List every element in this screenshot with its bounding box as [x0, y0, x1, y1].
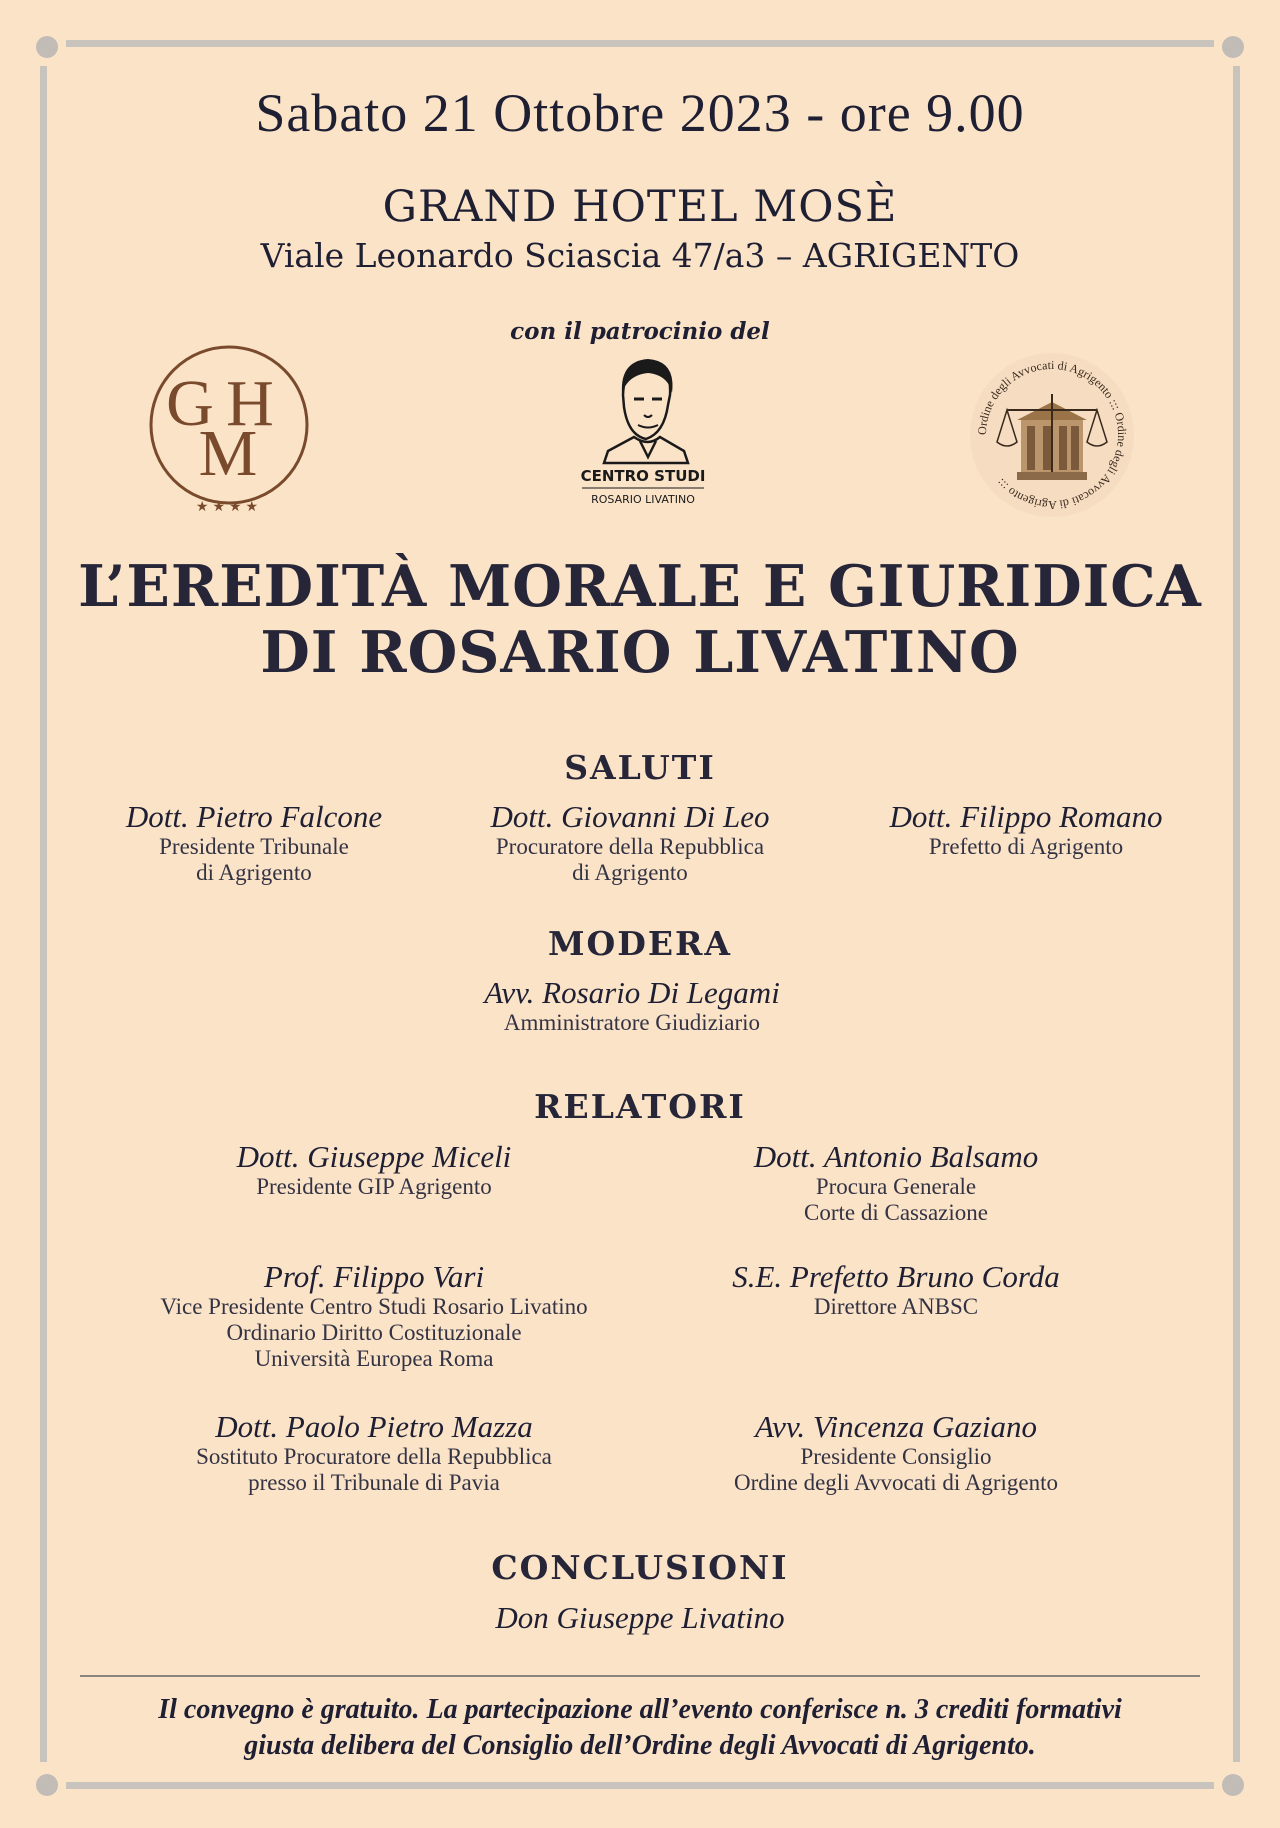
conclusioni-speaker: Don Giuseppe Livatino: [495, 1600, 785, 1635]
ghm-stars: ★★★★: [195, 499, 263, 515]
person-role: Università Europea Roma: [254, 1346, 494, 1371]
person-role: Sostituto Procuratore della Repubblica: [196, 1444, 552, 1469]
ordine-ring-text: Ordine degli Avvocati di Agrigento ::: Ordine degli Avvocati di Agrigento :::: [974, 357, 1130, 513]
event-venue: GRAND HOTEL MOSÈ: [382, 182, 898, 232]
event-date: Sabato 21 Ottobre 2023 - ore 9.00: [255, 83, 1025, 143]
person-name: Dott. Antonio Balsamo: [753, 1139, 1039, 1174]
saluti-heading: SALUTI: [564, 748, 716, 787]
person-name: Dott. Pietro Falcone: [125, 799, 383, 834]
saluti-person-3: [796, 800, 1256, 860]
title-line-2: DI ROSARIO LIVATINO: [260, 619, 1020, 686]
person-name: S.E. Prefetto Bruno Corda: [732, 1259, 1060, 1294]
modera-heading: MODERA: [547, 924, 733, 963]
person-name: Prof. Filippo Vari: [263, 1259, 485, 1294]
relatore-2: [666, 1140, 1126, 1226]
corner-dot-bottom-left: [36, 1774, 58, 1796]
person-role: Amministratore Giudiziario: [503, 1010, 761, 1035]
person-role: Prefetto di Agrigento: [928, 834, 1124, 859]
person-role: Procuratore della Repubblica: [495, 834, 765, 859]
ghm-letter-h: H: [226, 367, 274, 440]
person-name: Dott. Filippo Romano: [889, 799, 1163, 834]
ghm-letter-g: G: [166, 367, 214, 440]
person-role: Corte di Cassazione: [804, 1200, 988, 1225]
corner-dot-top-left: [36, 36, 58, 58]
person-name: Avv. Rosario Di Legami: [484, 975, 780, 1010]
patronage-label: con il patrocinio del: [510, 318, 770, 345]
relatore-1: [144, 1140, 604, 1200]
person-role: Direttore ANBSC: [813, 1294, 979, 1319]
relatore-6: [666, 1410, 1126, 1496]
person-role: presso il Tribunale di Pavia: [248, 1470, 500, 1495]
relatore-3: [144, 1260, 604, 1372]
saluti-person-2: [400, 800, 860, 886]
centro-studi-livatino-logo: [568, 355, 718, 515]
moderator: [402, 976, 862, 1036]
centro-studi-label: CENTRO STUDI: [580, 467, 706, 485]
person-role: Ordine degli Avvocati di Agrigento: [733, 1470, 1059, 1495]
grand-hotel-mose-logo: [144, 343, 314, 523]
footer-line-2: giusta delibera del Consiglio dell’Ordine degli Avvocati di Agrigento.: [244, 1730, 1036, 1761]
person-name: Dott. Giovanni Di Leo: [490, 799, 770, 834]
footer-note: [0, 1692, 1280, 1764]
title-line-1: L’EREDITÀ MORALE E GIURIDICA: [78, 553, 1202, 620]
corner-dot-top-right: [1222, 36, 1244, 58]
person-role: Procura Generale: [815, 1174, 977, 1199]
person-role: Presidente Consiglio: [800, 1444, 992, 1469]
person-role: Presidente Tribunale: [159, 834, 349, 859]
person-name: Avv. Vincenza Gaziano: [754, 1409, 1038, 1444]
relatore-4: [666, 1260, 1126, 1320]
person-role: di Agrigento: [572, 860, 688, 885]
person-role: Presidente GIP Agrigento: [256, 1174, 492, 1199]
frame-bottom-border: [66, 1782, 1214, 1789]
event-address: Viale Leonardo Sciascia 47/a3 – AGRIGENTO: [260, 236, 1020, 275]
relatori-heading: RELATORI: [534, 1087, 746, 1126]
person-role: Ordinario Diritto Costituzionale: [226, 1320, 522, 1345]
rosario-livatino-label: ROSARIO LIVATINO: [591, 493, 695, 506]
footer-line-1: Il convegno è gratuito. La partecipazione all’evento conferisce n. 3 crediti formativi: [158, 1694, 1122, 1725]
frame-top-border: [66, 40, 1214, 47]
person-role: di Agrigento: [196, 860, 312, 885]
person-role: Vice Presidente Centro Studi Rosario Livatino: [160, 1294, 588, 1319]
person-name: Dott. Paolo Pietro Mazza: [215, 1409, 533, 1444]
ordine-avvocati-agrigento-logo: [967, 350, 1137, 520]
corner-dot-bottom-right: [1222, 1774, 1244, 1796]
footer-divider: [80, 1675, 1200, 1677]
relatore-5: [144, 1410, 604, 1496]
person-name: Dott. Giuseppe Miceli: [236, 1139, 512, 1174]
conclusioni-heading: CONCLUSIONI: [491, 1548, 789, 1587]
ghm-letter-m: M: [198, 417, 258, 490]
